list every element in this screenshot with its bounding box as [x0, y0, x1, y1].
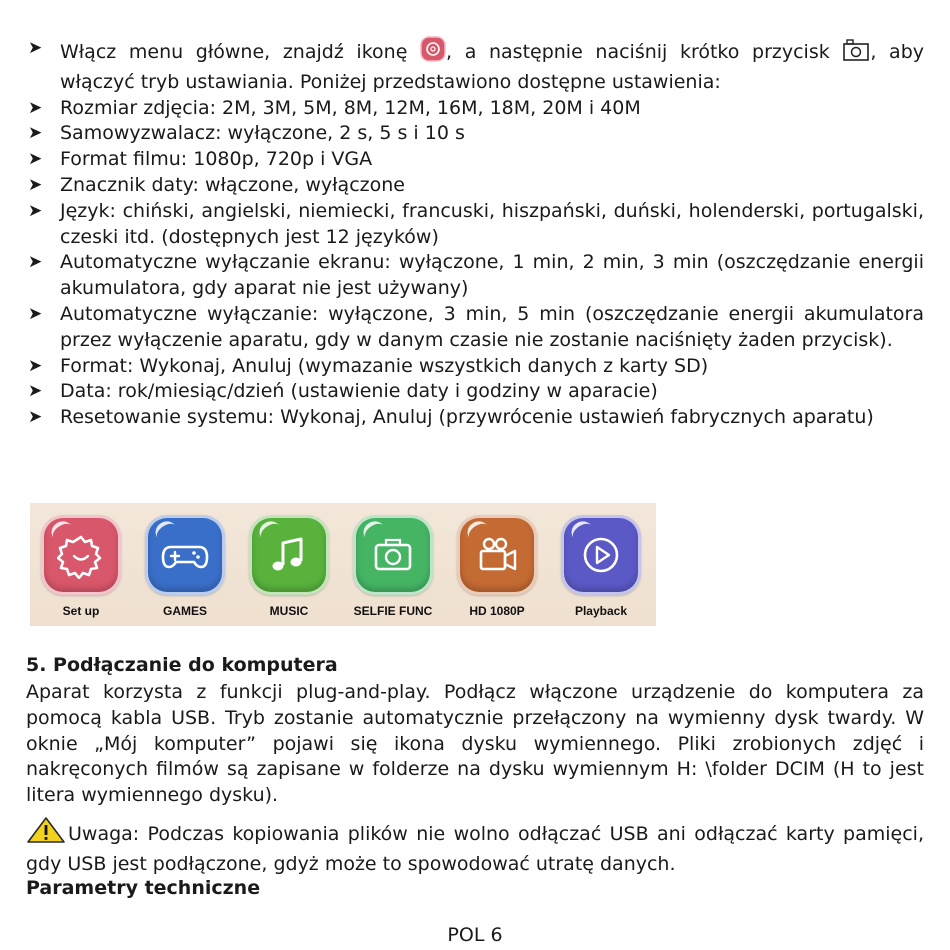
section-heading: 5. Podłączanie do komputera [26, 654, 338, 676]
camera-button-icon [842, 38, 870, 70]
page-number: POL 6 [447, 924, 503, 946]
play-icon [577, 531, 625, 579]
arrow-bullet-icon: ➤ [28, 123, 43, 144]
warning-triangle-icon [26, 816, 66, 852]
gamepad-icon [161, 531, 209, 579]
menu-app-setup[interactable]: Set up [39, 515, 123, 618]
camera-main-menu [30, 503, 656, 626]
menu-app-selfie[interactable]: SELFIE FUNC [351, 515, 435, 618]
section-paragraph: Aparat korzysta z funkcji plug-and-play. Podłącz włączone urządzenie do komputera za pomocą kabla USB. Tryb zostanie automatycznie przełączony na wymienny dysk twardy. W oknie „Mój komputer” pojawi się ikona dysku wymiennego. Pliki zrobionych zdjęć i nakręconych filmów są zapisane w folderze na dysku wymiennym H: \folder DCIM (H to jest litera wymiennego dysku). [26, 681, 924, 807]
list-item: ➤ Resetowanie systemu: Wykonaj, Anuluj (przywrócenie ustawień fabrycznych aparatu) [28, 405, 924, 431]
arrow-bullet-icon: ➤ [28, 252, 43, 273]
arrow-bullet-icon: ➤ [28, 407, 43, 428]
arrow-bullet-icon: ➤ [28, 149, 43, 170]
camera-icon [369, 531, 417, 579]
list-item: ➤ Język: chiński, angielski, niemiecki, francuski, hiszpański, duński, holenderski, portugalski, czeski itd. (dostępnych jest 12 języków) [28, 199, 924, 248]
arrow-bullet-icon: ➤ [28, 97, 43, 118]
arrow-bullet-icon: ➤ [28, 381, 43, 402]
menu-app-playback[interactable]: Playback [559, 515, 643, 618]
list-item: ➤ Automatyczne wyłączanie: wyłączone, 3 min, 5 min (oszczędzanie energii akumulatora przez wyłączenie aparatu, gdy w danym czasie nie zostanie naciśnięty żaden przycisk). [28, 302, 924, 351]
arrow-bullet-icon: ➤ [28, 174, 43, 195]
list-item: ➤ Format filmu: 1080p, 720p i VGA [28, 147, 924, 173]
specs-heading: Parametry techniczne [26, 877, 261, 899]
arrow-bullet-icon: ➤ [28, 355, 43, 376]
menu-app-games[interactable]: GAMES [143, 515, 227, 618]
music-note-icon [265, 531, 313, 579]
arrow-bullet-icon: ➤ [28, 303, 43, 324]
warning-note: Uwaga: Podczas kopiowania plików nie wolno odłączać USB ani odłączać karty pamięci, gdy USB jest podłączone, gdyż może to spowodować utratę danych. [26, 816, 924, 878]
menu-app-music[interactable]: MUSIC [247, 515, 331, 618]
list-item: ➤ Włącz menu główne, znajdź ikonę , a następnie naciśnij krótko przycisk , aby włączyć tryb ustawiania. Poniżej przedstawiono dostępne ustawienia: [28, 38, 924, 93]
arrow-bullet-icon: ➤ [28, 38, 43, 58]
list-item: ➤ Znacznik daty: włączone, wyłączone [28, 173, 924, 199]
list-item: ➤ Automatyczne wyłączanie ekranu: wyłączone, 1 min, 2 min, 3 min (oszczędzanie energii akumulatora, gdy aparat nie jest używany) [28, 251, 924, 300]
gear-icon [57, 531, 105, 579]
list-item: ➤ Format: Wykonaj, Anuluj (wymazanie wszystkich danych z karty SD) [28, 354, 924, 380]
list-item: ➤ Data: rok/miesiąc/dzień (ustawienie daty i godziny w aparacie) [28, 379, 924, 405]
setup-app-icon [420, 36, 446, 70]
menu-app-hd1080p[interactable]: HD 1080P [455, 515, 539, 618]
arrow-bullet-icon: ➤ [28, 200, 43, 221]
list-item: ➤ Samowyzwalacz: wyłączone, 2 s, 5 s i 10 s [28, 121, 924, 147]
video-camera-icon [473, 531, 521, 579]
list-item: ➤ Rozmiar zdjęcia: 2M, 3M, 5M, 8M, 12M, 16M, 18M, 20M i 40M [28, 96, 924, 122]
settings-list [28, 36, 924, 431]
